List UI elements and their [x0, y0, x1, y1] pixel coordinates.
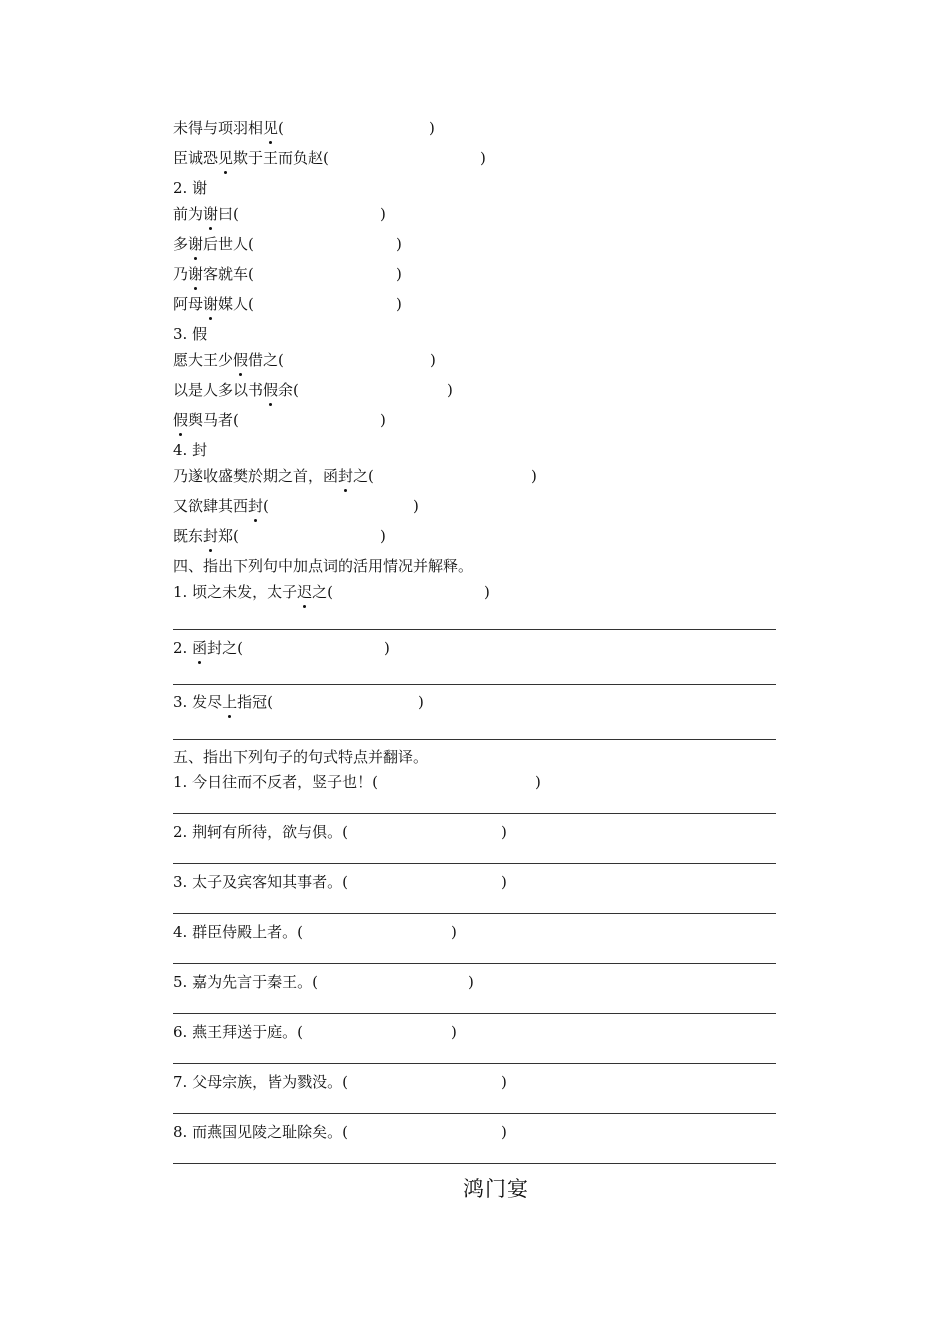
- close-paren: ): [396, 235, 402, 253]
- dotted-word: 假: [263, 381, 279, 399]
- answer-line: [173, 1113, 776, 1114]
- close-paren: ): [396, 265, 402, 283]
- dotted-word: 见: [218, 149, 234, 167]
- section4-item-3: 3. 发尽上指冠(: [173, 693, 273, 711]
- answer-line: [173, 963, 776, 964]
- dotted-word: 谢: [203, 295, 219, 313]
- item4-line-1: 乃遂收盛樊於期之首，函封之(: [173, 467, 374, 485]
- item2-title: 2. 谢: [173, 179, 208, 197]
- section5-item-8: 8. 而燕国见陵之耻除矣。(: [173, 1123, 348, 1141]
- section5-item-7: 7. 父母宗族，皆为戮没。(: [173, 1073, 348, 1091]
- item2-line-1: 前为谢曰(: [173, 205, 239, 223]
- item3-title: 3. 假: [173, 325, 208, 343]
- dotted-word: 封: [338, 467, 354, 485]
- dotted-word: 假: [233, 351, 249, 369]
- section5-title: 五、指出下列句子的句式特点并翻译。: [173, 748, 429, 766]
- item1-line-1: 未得与项羽相见(: [173, 119, 284, 137]
- dotted-word: 假: [173, 411, 189, 429]
- close-paren: ): [451, 1023, 457, 1041]
- close-paren: ): [484, 583, 490, 601]
- close-paren: ): [447, 381, 453, 399]
- section4-title: 四、指出下列句中加点词的活用情况并解释。: [173, 557, 474, 575]
- close-paren: ): [429, 119, 435, 137]
- section5-item-1: 1. 今日往而不反者，竖子也！(: [173, 773, 378, 791]
- item4-line-3: 既东封郑(: [173, 527, 239, 545]
- close-paren: ): [480, 149, 486, 167]
- close-paren: ): [501, 873, 507, 891]
- section5-item-4: 4. 群臣侍殿上者。(: [173, 923, 303, 941]
- worksheet-page: [173, 0, 776, 1344]
- close-paren: ): [531, 467, 537, 485]
- close-paren: ): [535, 773, 541, 791]
- dotted-word: 迟: [297, 583, 313, 601]
- close-paren: ): [430, 351, 436, 369]
- item3-line-3: 假舆马者(: [173, 411, 239, 429]
- dotted-word: 谢: [203, 205, 219, 223]
- section5-item-6: 6. 燕王拜送于庭。(: [173, 1023, 303, 1041]
- close-paren: ): [468, 973, 474, 991]
- answer-line: [173, 863, 776, 864]
- dotted-word: 封: [248, 497, 264, 515]
- close-paren: ): [396, 295, 402, 313]
- answer-line: [173, 1063, 776, 1064]
- close-paren: ): [380, 527, 386, 545]
- answer-line: [173, 1013, 776, 1014]
- dotted-word: 函: [192, 639, 208, 657]
- item3-line-2: 以是人多以书假余(: [173, 381, 299, 399]
- close-paren: ): [380, 205, 386, 223]
- item4-line-2: 又欲肆其西封(: [173, 497, 269, 515]
- close-paren: ): [384, 639, 390, 657]
- section5-item-2: 2. 荆轲有所待，欲与俱。(: [173, 823, 348, 841]
- answer-line: [173, 913, 776, 914]
- close-paren: ): [501, 1123, 507, 1141]
- close-paren: ): [418, 693, 424, 711]
- close-paren: ): [413, 497, 419, 515]
- answer-line: [173, 629, 776, 630]
- section4-item-2: 2. 函封之(: [173, 639, 243, 657]
- next-lesson-title: 鸿门宴: [463, 1177, 529, 1201]
- dotted-word: 上: [222, 693, 238, 711]
- answer-line: [173, 813, 776, 814]
- dotted-word: 谢: [188, 235, 204, 253]
- close-paren: ): [380, 411, 386, 429]
- answer-line: [173, 739, 776, 740]
- dotted-word: 见: [263, 119, 279, 137]
- close-paren: ): [501, 1073, 507, 1091]
- section4-item-1: 1. 顷之未发，太子迟之(: [173, 583, 333, 601]
- answer-line: [173, 1163, 776, 1164]
- item2-line-2: 多谢后世人(: [173, 235, 254, 253]
- item2-line-4: 阿母谢媒人(: [173, 295, 254, 313]
- dotted-word: 谢: [188, 265, 204, 283]
- close-paren: ): [451, 923, 457, 941]
- dotted-word: 封: [203, 527, 219, 545]
- section5-item-3: 3. 太子及宾客知其事者。(: [173, 873, 348, 891]
- item1-line-2: 臣诚恐见欺于王而负赵(: [173, 149, 329, 167]
- item3-line-1: 愿大王少假借之(: [173, 351, 284, 369]
- item2-line-3: 乃谢客就车(: [173, 265, 254, 283]
- section5-item-5: 5. 嘉为先言于秦王。(: [173, 973, 318, 991]
- close-paren: ): [501, 823, 507, 841]
- answer-line: [173, 684, 776, 685]
- item4-title: 4. 封: [173, 441, 208, 459]
